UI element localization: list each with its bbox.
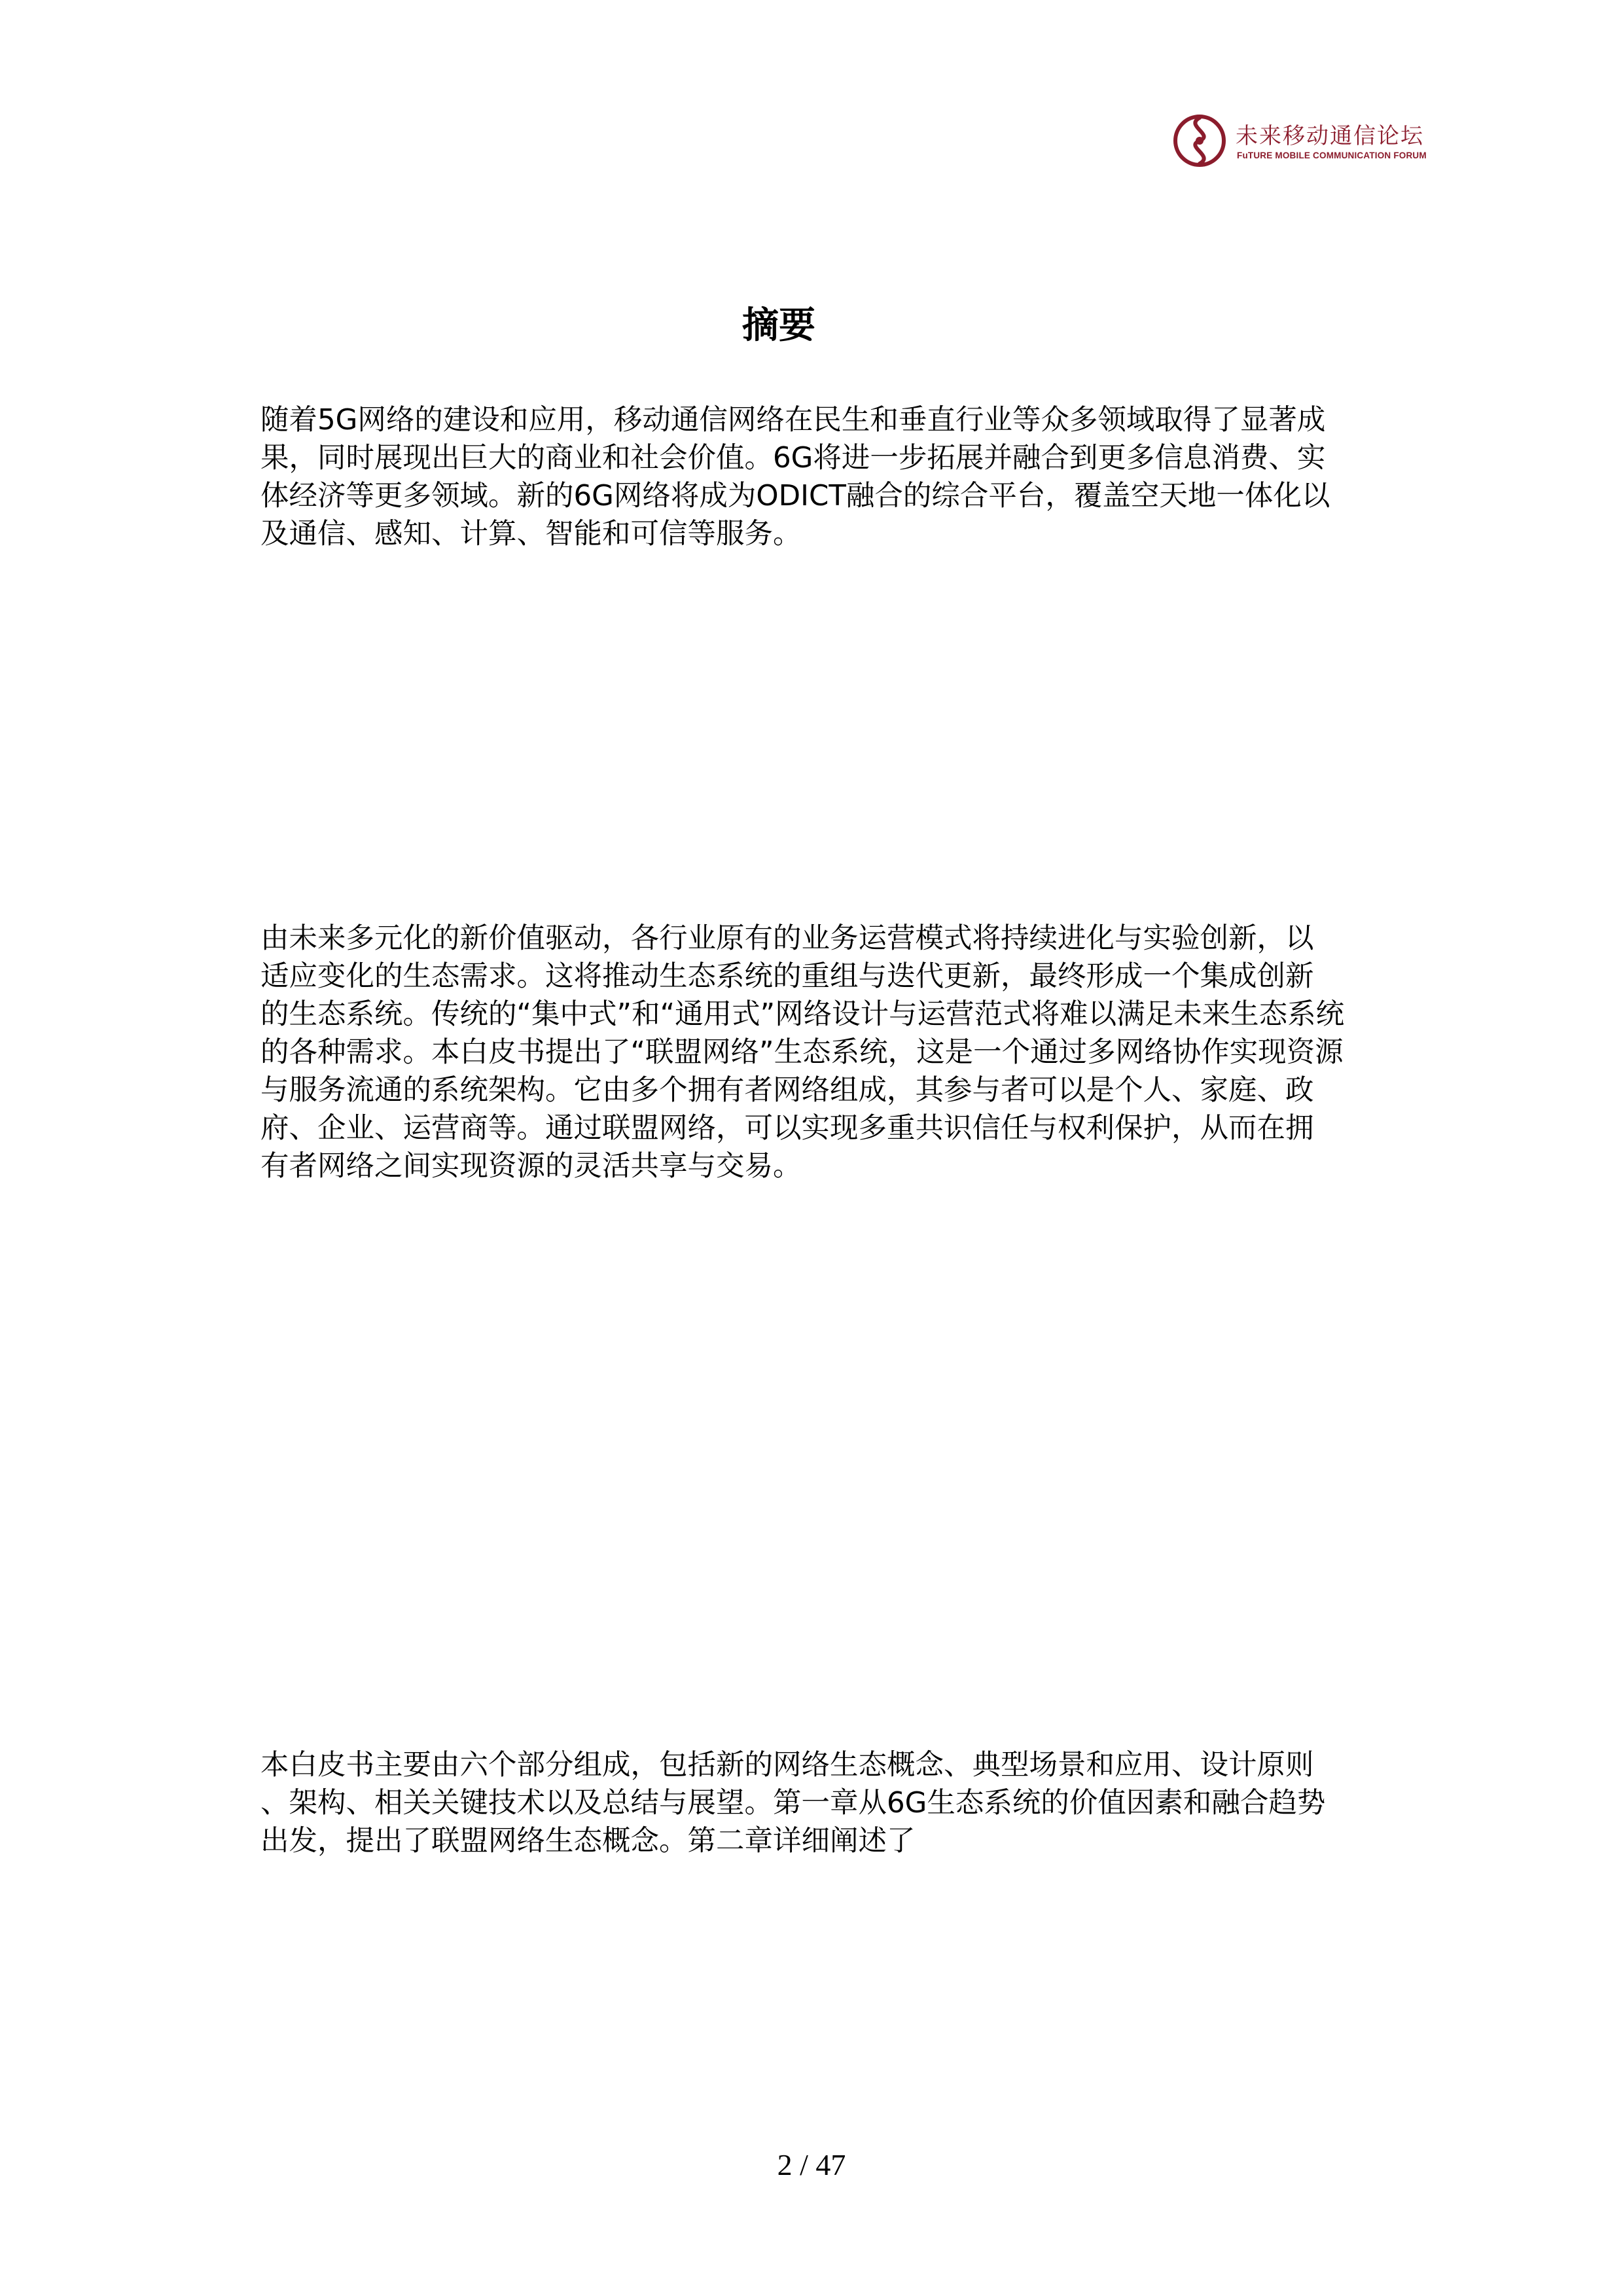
page-title: 摘要 [742, 304, 815, 347]
paragraph-intro [260, 401, 1386, 553]
paragraph-line: 有者网络之间实现资源的灵活共享与交易。 [260, 1150, 802, 1183]
paragraph-line: 适应变化的生态需求。这将推动生态系统的重组与迭代更新，最终形成一个集成创新 [260, 960, 1314, 993]
paragraph-line: 、架构、相关关键技术以及总结与展望。第一章从6G生态系统的价值因素和融合趋势 [260, 1787, 1326, 1820]
logo-chinese-text: 未来移动通信论坛 [1236, 123, 1424, 149]
paragraph-line: 由未来多元化的新价值驱动，各行业原有的业务运营模式将持续进化与实验创新，以 [260, 922, 1314, 955]
paragraph-line: 本白皮书主要由六个部分组成，包括新的网络生态概念、典型场景和应用、设计原则 [260, 1749, 1314, 1782]
paragraph-line: 与服务流通的系统架构。它由多个拥有者网络组成，其参与者可以是个人、家庭、政 [260, 1074, 1314, 1107]
paragraph-ecosystem [260, 920, 1386, 1185]
paragraph-line: 的生态系统。传统的“集中式”和“通用式”网络设计与运营范式将难以满足未来生态系统 [260, 998, 1345, 1031]
forum-logo [1171, 113, 1446, 169]
forum-logo-icon [1171, 113, 1228, 169]
paragraph-line: 的各种需求。本白皮书提出了“联盟网络”生态系统，这是一个通过多网络协作实现资源 [260, 1036, 1344, 1069]
paragraph-line: 随着5G网络的建设和应用，移动通信网络在民生和垂直行业等众多领域取得了显著成 [260, 404, 1326, 437]
paragraph-line: 果，同时展现出巨大的商业和社会价值。6G将进一步拓展并融合到更多信息消费、实 [260, 442, 1326, 475]
logo-english-text: FuTURE MOBILE COMMUNICATION FORUM [1237, 151, 1427, 160]
paragraph-line: 体经济等更多领域。新的6G网络将成为ODICT融合的综合平台，覆盖空天地一体化以 [260, 480, 1330, 512]
paragraph-structure [260, 1746, 1386, 1860]
paragraph-line: 府、企业、运营商等。通过联盟网络，可以实现多重共识信任与权利保护，从而在拥 [260, 1112, 1314, 1145]
paragraph-line: 出发，提出了联盟网络生态概念。第二章详细阐述了 [260, 1825, 916, 1857]
paragraph-line: 及通信、感知、计算、智能和可信等服务。 [260, 518, 802, 550]
page-number: 2 / 47 [777, 2148, 846, 2181]
